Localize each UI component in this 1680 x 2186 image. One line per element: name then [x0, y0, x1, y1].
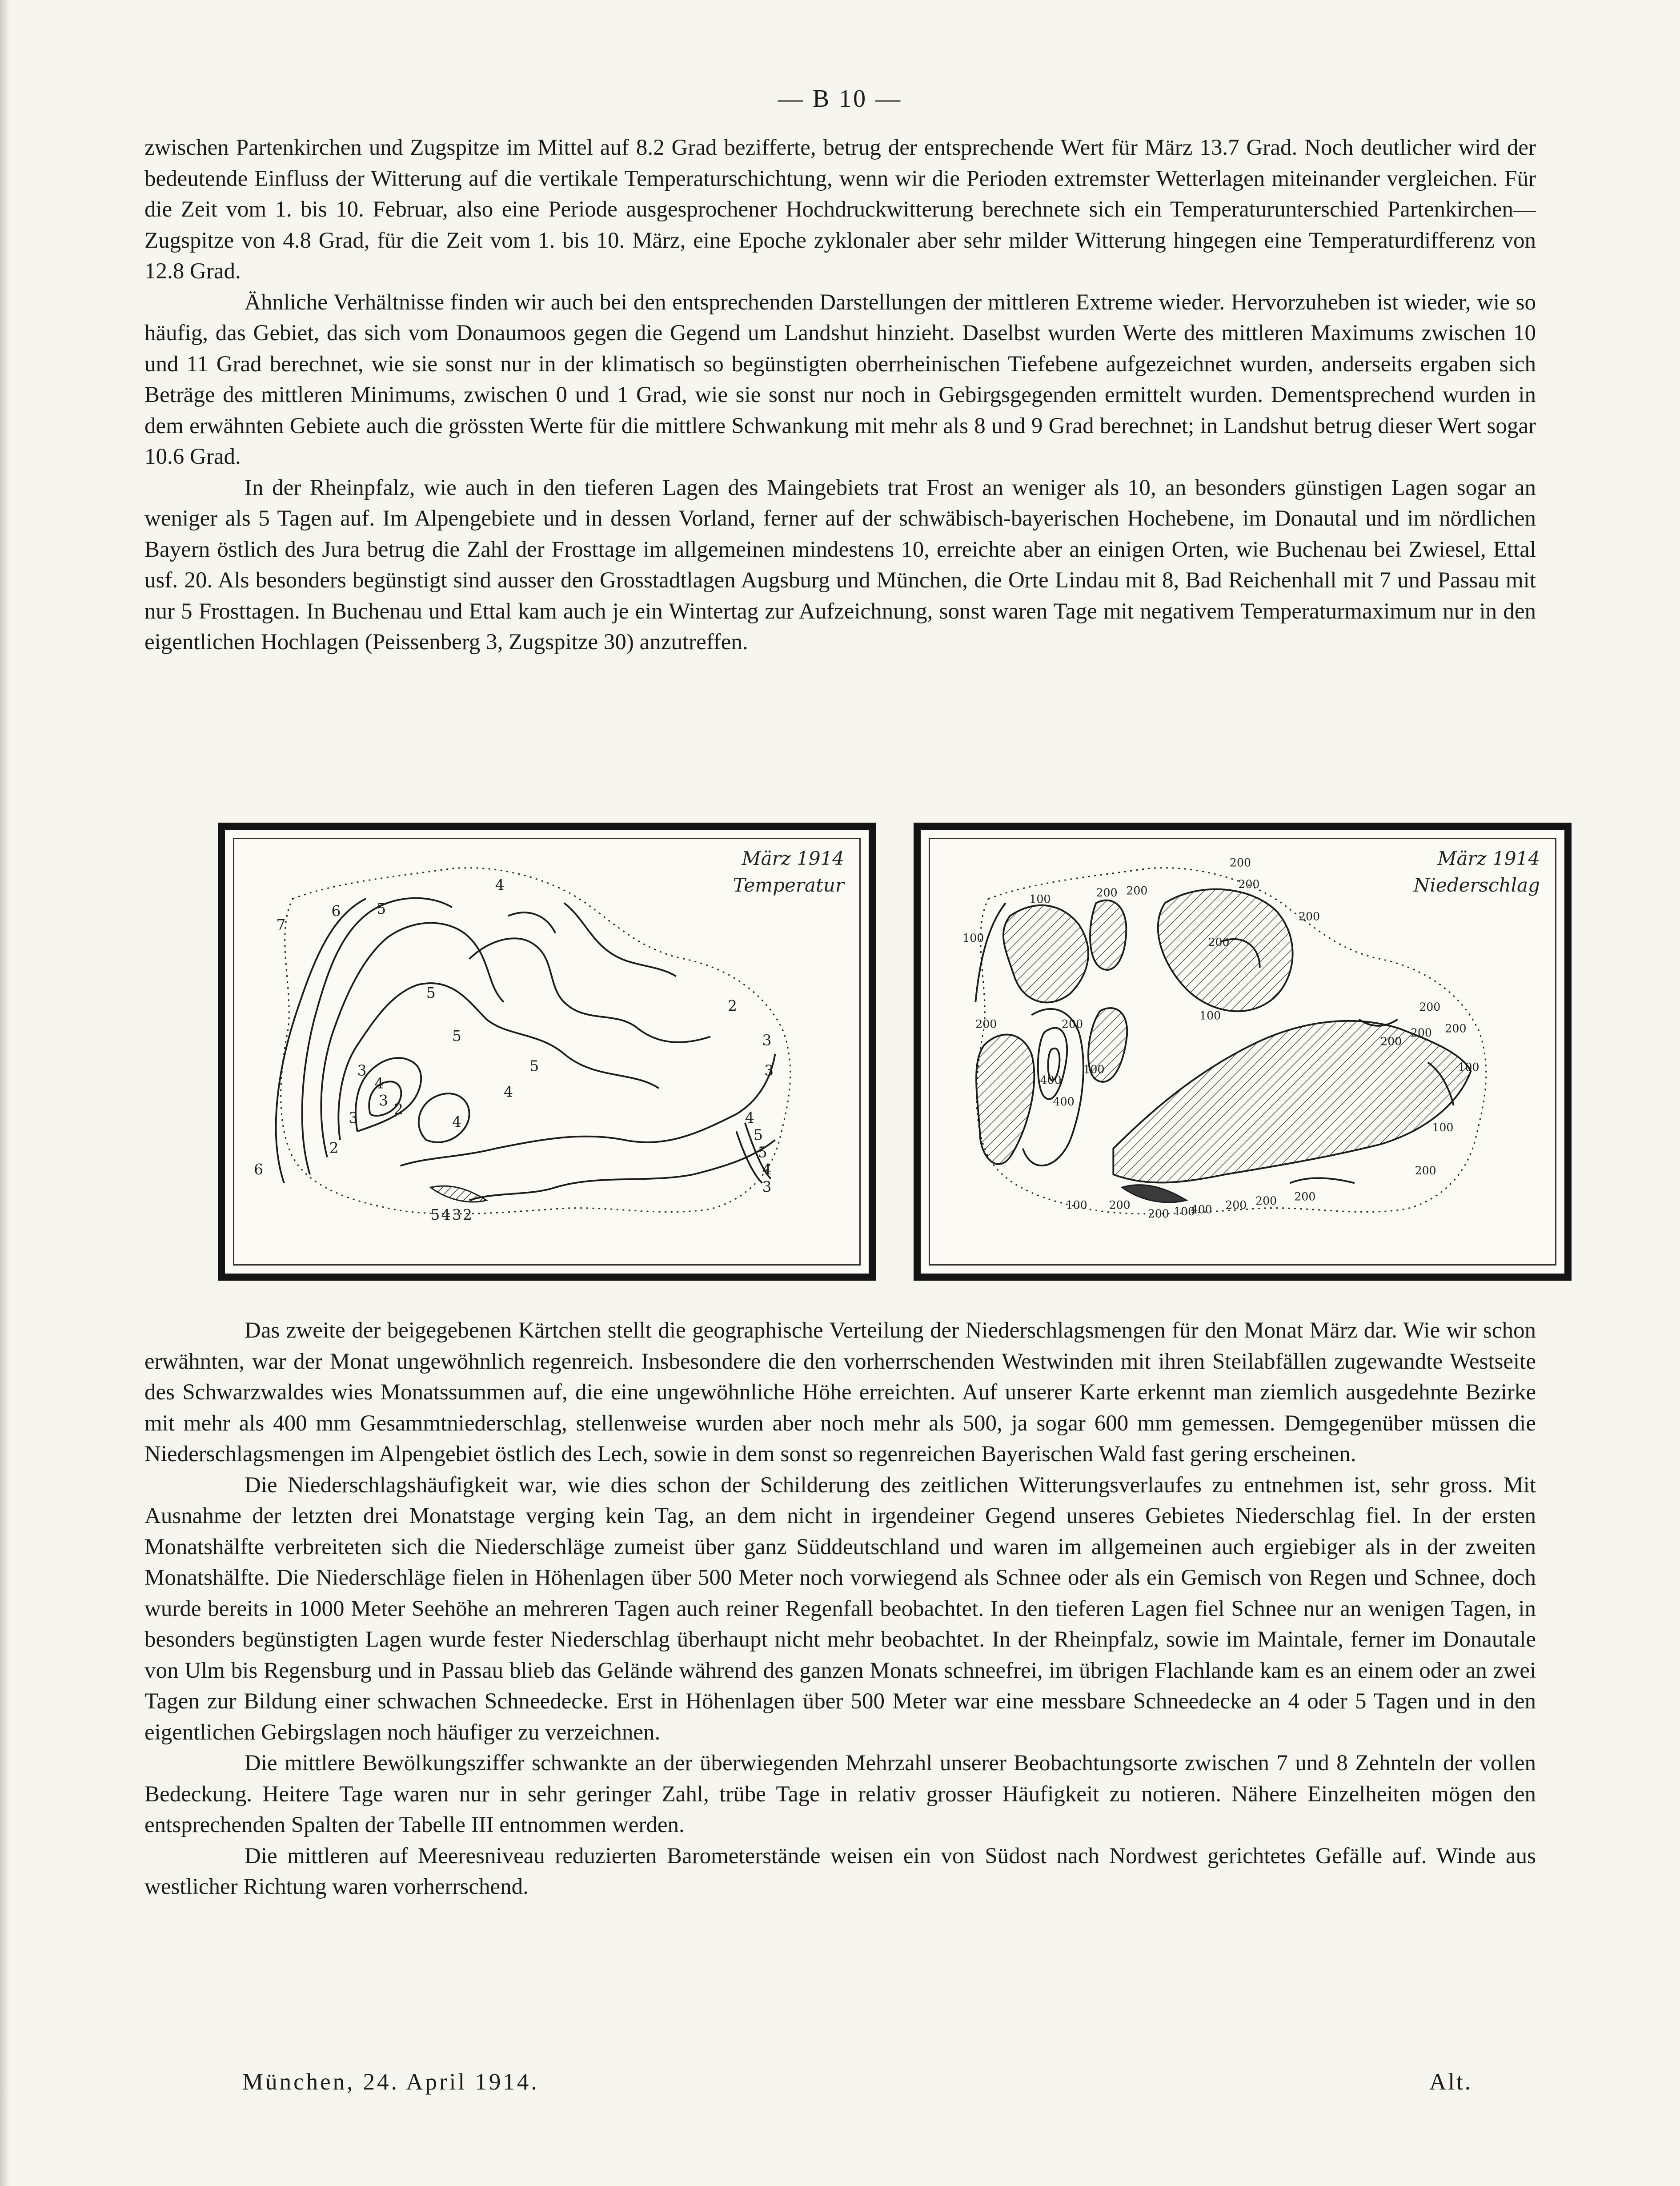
lake-dark	[1122, 1185, 1187, 1203]
svg-text:100: 100	[1173, 1205, 1195, 1218]
svg-text:3: 3	[762, 1177, 772, 1195]
author-signature: Alt.	[1429, 2069, 1472, 2095]
svg-text:200: 200	[1380, 1035, 1402, 1048]
paragraph: Die mittleren auf Meeresniveau reduzierten Barometerstände weisen ein von Südost nach Nordwest gerichtetes Gefälle auf. Winde aus westlicher Richtung waren vorherrschend.	[144, 1843, 1536, 1899]
svg-text:200: 200	[1294, 1190, 1316, 1203]
svg-text:4: 4	[452, 1113, 461, 1131]
svg-text:200: 200	[1109, 1198, 1131, 1212]
svg-text:100: 100	[1029, 892, 1051, 906]
svg-text:4: 4	[762, 1161, 772, 1178]
svg-text:5: 5	[426, 984, 436, 1001]
svg-text:200: 200	[1415, 1164, 1436, 1177]
svg-text:100: 100	[1199, 1009, 1221, 1022]
svg-text:200: 200	[1229, 856, 1251, 869]
svg-text:200: 200	[1147, 1207, 1169, 1221]
temperature-map-subtitle: Temperatur	[733, 874, 844, 896]
svg-text:2: 2	[463, 1206, 473, 1223]
svg-text:100: 100	[1066, 1198, 1087, 1212]
precipitation-map-title: März 1914	[1437, 848, 1540, 869]
svg-text:100: 100	[962, 931, 984, 944]
svg-text:5: 5	[430, 1206, 440, 1223]
temperature-map-labels	[254, 876, 774, 1223]
paragraph: zwischen Partenkirchen und Zugspitze im Mittel auf 8.2 Grad bezifferte, betrug der entsprechende Wert für März 13.7 Grad. Noch deutlicher wird der bedeutende Einfluss der Witterung auf die vertikale Temperaturschichtung, wenn wir die Perioden extremster Wetterlagen miteinander vergleichen. Für die Zeit vom 1. bis 10. Februar, also eine Periode ausgesprochener Hochdruckwitterung berechnete sich ein Temperaturunterschied Partenkirchen—Zugspitze von 4.8 Grad, für die Zeit vom 1. bis 10. März, eine Epoche zyklonaler aber sehr milder Witterung hingegen eine Temperaturdifferenz von 12.8 Grad.	[144, 135, 1536, 284]
paragraph: Die mittlere Bewölkungsziffer schwankte an der überwiegenden Mehrzahl unserer Beobachtungsorte zwischen 7 und 8 Zehnteln der vollen Bedeckung. Heitere Tage waren nur in sehr geringer Zahl, trübe Tage in relativ grosser Häufigkeit zu notieren. Nähere Einzelheiten mögen den entsprechenden Spalten der Tabelle III entnommen werden.	[144, 1751, 1536, 1837]
svg-text:4: 4	[374, 1074, 384, 1092]
svg-text:400: 400	[1053, 1095, 1075, 1109]
svg-text:200: 200	[1096, 886, 1118, 900]
temperature-map-drawing	[225, 830, 869, 1274]
svg-text:400: 400	[1191, 1203, 1212, 1216]
svg-text:2: 2	[394, 1100, 403, 1118]
paragraph: In der Rheinpfalz, wie auch in den tieferen Lagen des Maingebiets trat Frost an weniger als 10, an besonders günstigen Lagen sogar an weniger als 5 Tagen auf. Im Alpengebiete und in dessen Vorland, ferner auf der schwäbisch-bayerischen Hochebene, im Donautal und im nördlichen Bayern östlich des Jura betrug die Zahl der Frosttage im allgemeinen mindestens 10, erreichte aber an einigen Orten, wie Buchenau bei Zwiesel, Ettal usf. 20. Als besonders begünstigt sind ausser den Grosstadtlagen Augsburg und München, die Orte Lindau mit 8, Bad Reichenhall mit 7 und Passau mit nur 5 Frosttagen. In Buchenau und Ettal kam auch je ein Wintertag zur Aufzeichnung, sonst waren Tage mit negativem Temperaturmaximum nur in den eigentlichen Hochlagen (Peissenberg 3, Zugspitze 30) anzutreffen.	[144, 475, 1536, 655]
precipitation-map-subtitle: Niederschlag	[1413, 874, 1540, 896]
svg-text:200: 200	[1208, 936, 1230, 949]
svg-text:5: 5	[377, 900, 386, 917]
svg-text:5: 5	[452, 1027, 461, 1045]
svg-text:200: 200	[1419, 1000, 1441, 1013]
svg-text:200: 200	[1255, 1194, 1277, 1207]
paragraph: Das zweite der beigegebenen Kärtchen stellt die geographische Verteilung der Niederschlagsmengen für den Monat März dar. Wie wir schon erwähnten, war der Monat ungewöhnlich regenreich. Insbesondere die den vorherrschenden Westwinden mit ihren Steilabfällen zugewandte Westseite des Schwarzwaldes wies Monatssummen auf, die eine ungewöhnliche Höhe erreichten. Auf unserer Karte erkennt man ziemlich ausgedehnte Bezirke mit mehr als 400 mm Gesammtniederschlag, stellenweise wurden aber noch mehr als 500, ja sogar 600 mm gemessen. Demgegenüber müssen die Niederschlagsmengen im Alpengebiet östlich des Lech, sowie in dem sonst so regenreichen Bayerischen Wald fast gering erscheinen.	[144, 1318, 1536, 1467]
svg-text:6: 6	[331, 902, 341, 920]
svg-text:3: 3	[379, 1092, 389, 1109]
svg-text:3: 3	[762, 1031, 772, 1049]
svg-text:200: 200	[975, 1017, 997, 1031]
svg-text:400: 400	[1040, 1073, 1062, 1087]
svg-text:100: 100	[1083, 1063, 1105, 1076]
svg-text:4: 4	[441, 1206, 451, 1223]
page-number: — B 10 —	[778, 85, 902, 113]
svg-text:200: 200	[1410, 1026, 1432, 1040]
temperature-map-title: März 1914	[742, 848, 844, 869]
svg-text:2: 2	[727, 997, 737, 1014]
svg-text:7: 7	[276, 916, 286, 933]
svg-text:200: 200	[1445, 1022, 1467, 1035]
svg-text:3: 3	[357, 1061, 367, 1079]
svg-text:3: 3	[452, 1206, 461, 1223]
svg-text:200: 200	[1225, 1198, 1247, 1212]
page-edge-shadow	[0, 0, 10, 2186]
temperature-map	[218, 823, 876, 1281]
paragraph: Ähnliche Verhältnisse finden wir auch bei den entsprechenden Darstellungen der mittleren Extreme wieder. Hervorzuheben ist wieder, wie so häufig, das Gebiet, das sich vom Donaumoos gegen die Gegend um Landshut hinzieht. Daselbst wurden Werte des mittleren Maximums zwischen 10 und 11 Grad berechnet, wie sie sonst nur in der klimatisch so begünstigten oberrheinischen Tiefebene aufgezeichnet wurden, anderseits ergaben sich Beträge des mittleren Minimums, zwischen 0 und 1 Grad, wie sie sonst nur noch in Gebirgsgegenden ermittelt wurden. Dementsprechend wurden in dem erwähnten Gebiete auch die grössten Werte für die mittlere Schwankung mit mehr als 8 und 9 Grad berechnet; in Landshut betrug dieser Wert sogar 10.6 Grad.	[144, 289, 1536, 469]
svg-text:100: 100	[1432, 1121, 1454, 1134]
place-date: München, 24. April 1914.	[242, 2069, 539, 2095]
svg-text:3: 3	[349, 1109, 358, 1126]
svg-text:200: 200	[1238, 877, 1260, 891]
svg-text:5: 5	[754, 1126, 763, 1144]
svg-text:4: 4	[495, 876, 505, 894]
svg-text:200: 200	[1062, 1017, 1083, 1031]
svg-text:100: 100	[1458, 1061, 1480, 1074]
text-block-bottom	[144, 1315, 1536, 1903]
svg-text:2: 2	[329, 1139, 339, 1157]
paragraph: Die Niederschlagshäufigkeit war, wie dies schon der Schilderung des zeitlichen Witterungsverlaufes zu entnehmen ist, sehr gross. Mit Ausnahme der letzten drei Monatstage verging kein Tag, an dem nicht in irgendeiner Gegend unseres Gebietes Niederschlag fiel. In der ersten Monatshälfte verbreiteten sich die Niederschläge zumeist über ganz Süddeutschland und waren im allgemeinen auch ergiebiger als in der zweiten Monatshälfte. Die Niederschläge fielen in Höhenlagen über 500 Meter noch vorwiegend als Schnee oder als ein Gemisch von Regen und Schnee, doch wurde bereits in 1000 Meter Seehöhe an mehreren Tagen auch reiner Regenfall beobachtet. In den tieferen Lagen fiel Schnee nur an wenigen Tagen, in besonders begünstigten Lagen wurde fester Niederschlag überhaupt nicht mehr beobachtet. In der Rheinpfalz, sowie im Maintale, ferner im Donautale von Ulm bis Regensburg und in Passau blieb das Gelände während des ganzen Monats schneefrei, im übrigen Flachlande kam es an einem oder an zwei Tagen zur Bildung einer schwachen Schneedecke. Erst in Höhenlagen über 500 Meter war eine messbare Schneedecke an 4 oder 5 Tagen und in den eigentlichen Gebirgslagen noch häufiger zu verzeichnen.	[144, 1472, 1536, 1745]
svg-text:4: 4	[504, 1083, 513, 1101]
svg-text:5: 5	[758, 1143, 767, 1161]
precipitation-map-drawing	[921, 830, 1564, 1274]
svg-text:5: 5	[529, 1057, 539, 1075]
svg-text:6: 6	[254, 1161, 264, 1178]
text-block-top	[144, 133, 1536, 658]
precipitation-map	[914, 823, 1572, 1281]
svg-text:4: 4	[745, 1109, 754, 1126]
svg-text:200: 200	[1126, 884, 1148, 897]
svg-text:3: 3	[764, 1061, 774, 1079]
lake-hatched	[430, 1186, 486, 1202]
svg-text:200: 200	[1298, 910, 1320, 923]
